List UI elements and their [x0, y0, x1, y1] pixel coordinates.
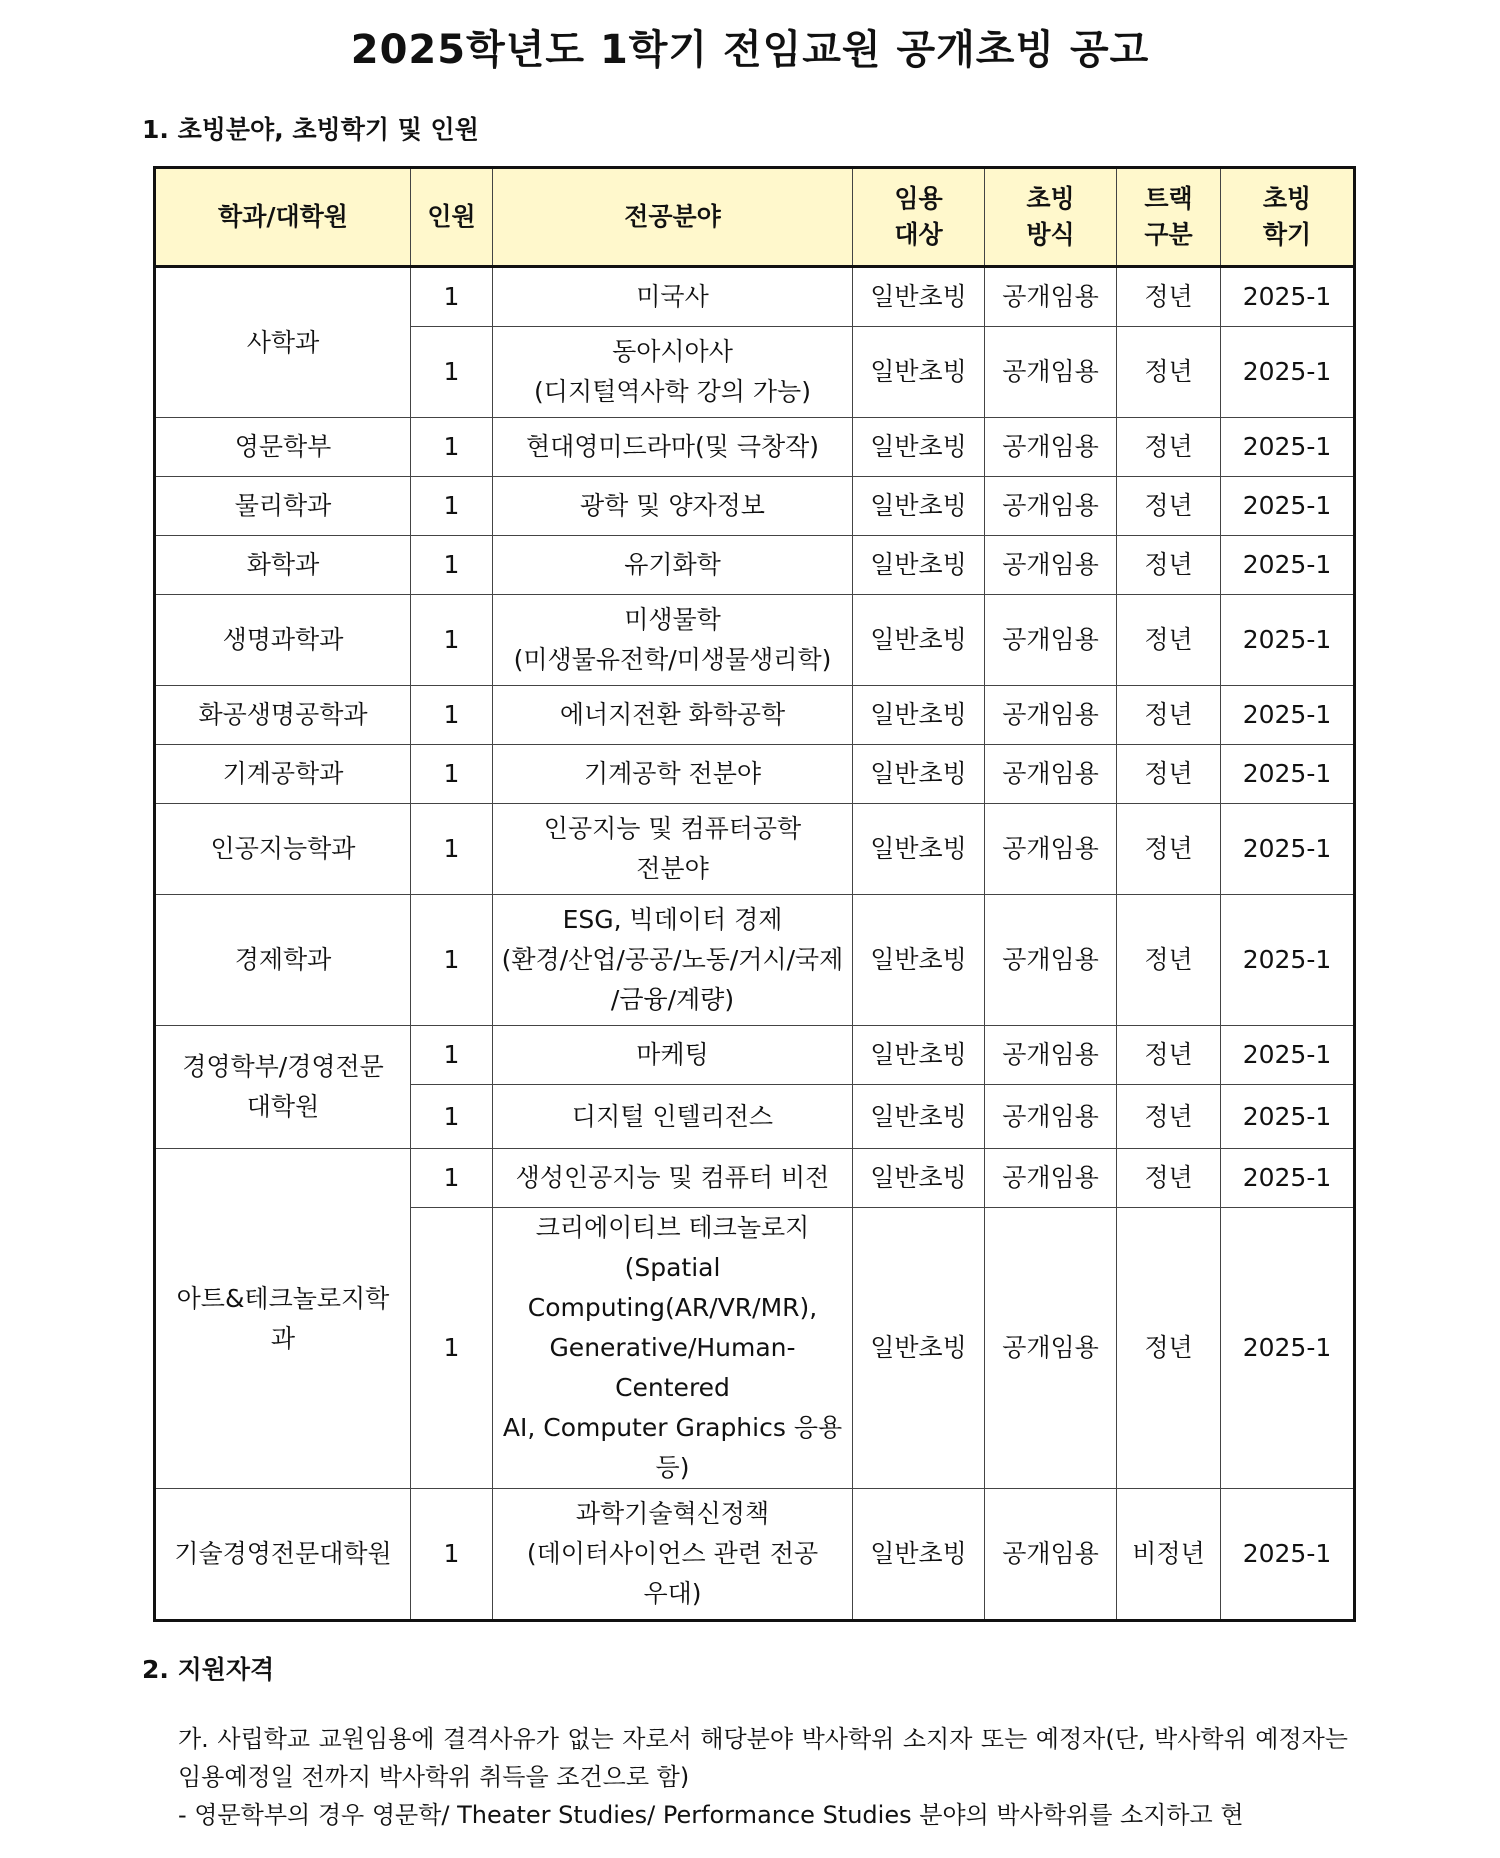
cell-count: 1 [411, 595, 493, 686]
qualification-subitem: - 영문학부의 경우 영문학/ Theater Studies/ Performance Studies 분야의 박사학위를 소지하고 현 [178, 1801, 1244, 1829]
cell-count: 1 [411, 418, 493, 477]
table-row [155, 686, 1355, 745]
cell-term: 2025-1 [1221, 745, 1355, 804]
cell-target: 일반초빙 [853, 1026, 985, 1085]
cell-track: 정년 [1117, 1085, 1221, 1149]
cell-department: 영문학부 [155, 418, 411, 477]
cell-track: 정년 [1117, 895, 1221, 1026]
header-target: 임용 대상 [853, 168, 985, 267]
cell-method: 공개임용 [985, 595, 1117, 686]
cell-department: 경제학과 [155, 895, 411, 1026]
cell-method: 공개임용 [985, 804, 1117, 895]
positions-table-container [153, 166, 1353, 1622]
table-row [155, 1149, 1355, 1208]
cell-field: 생성인공지능 및 컴퓨터 비전 [493, 1149, 853, 1208]
cell-field: 과학기술혁신정책 (데이터사이언스 관련 전공 우대) [493, 1489, 853, 1621]
table-row [155, 536, 1355, 595]
cell-count: 1 [411, 327, 493, 418]
cell-field: 인공지능 및 컴퓨터공학 전분야 [493, 804, 853, 895]
cell-method: 공개임용 [985, 1489, 1117, 1621]
cell-method: 공개임용 [985, 745, 1117, 804]
cell-department: 경영학부/경영전문 대학원 [155, 1026, 411, 1149]
cell-department: 아트&테크놀로지학 과 [155, 1149, 411, 1489]
cell-target: 일반초빙 [853, 804, 985, 895]
header-term: 초빙 학기 [1221, 168, 1355, 267]
table-row [155, 1489, 1355, 1621]
cell-term: 2025-1 [1221, 536, 1355, 595]
cell-target: 일반초빙 [853, 595, 985, 686]
cell-field: 기계공학 전분야 [493, 745, 853, 804]
cell-count: 1 [411, 477, 493, 536]
cell-target: 일반초빙 [853, 895, 985, 1026]
cell-field: 크리에이티브 테크놀로지(Spatial Computing(AR/VR/MR), Generative/Human-Centered AI, Computer Graphics 응용 등) [493, 1208, 853, 1489]
cell-department: 사학과 [155, 267, 411, 418]
cell-method: 공개임용 [985, 1085, 1117, 1149]
cell-method: 공개임용 [985, 327, 1117, 418]
cell-target: 일반초빙 [853, 477, 985, 536]
cell-method: 공개임용 [985, 1026, 1117, 1085]
cell-field: 에너지전환 화학공학 [493, 686, 853, 745]
cell-field: 광학 및 양자정보 [493, 477, 853, 536]
cell-department: 기술경영전문대학원 [155, 1489, 411, 1621]
cell-term: 2025-1 [1221, 1149, 1355, 1208]
cell-field: 유기화학 [493, 536, 853, 595]
cell-term: 2025-1 [1221, 477, 1355, 536]
cell-term: 2025-1 [1221, 595, 1355, 686]
cell-track: 비정년 [1117, 1489, 1221, 1621]
cell-track: 정년 [1117, 418, 1221, 477]
table-row [155, 1026, 1355, 1085]
cell-track: 정년 [1117, 1026, 1221, 1085]
cell-target: 일반초빙 [853, 686, 985, 745]
cell-track: 정년 [1117, 595, 1221, 686]
table-row [155, 595, 1355, 686]
section-heading-qualifications: 2. 지원자격 [142, 1655, 275, 1684]
cell-track: 정년 [1117, 686, 1221, 745]
cell-target: 일반초빙 [853, 1149, 985, 1208]
cell-track: 정년 [1117, 745, 1221, 804]
cell-count: 1 [411, 1026, 493, 1085]
table-row [155, 804, 1355, 895]
positions-table [153, 166, 1356, 1622]
cell-term: 2025-1 [1221, 267, 1355, 327]
cell-department: 인공지능학과 [155, 804, 411, 895]
cell-target: 일반초빙 [853, 1489, 985, 1621]
header-field: 전공분야 [493, 168, 853, 267]
table-row [155, 895, 1355, 1026]
cell-method: 공개임용 [985, 418, 1117, 477]
cell-track: 정년 [1117, 267, 1221, 327]
cell-method: 공개임용 [985, 686, 1117, 745]
cell-count: 1 [411, 536, 493, 595]
cell-count: 1 [411, 1489, 493, 1621]
cell-term: 2025-1 [1221, 1208, 1355, 1489]
cell-term: 2025-1 [1221, 895, 1355, 1026]
cell-department: 생명과학과 [155, 595, 411, 686]
header-method: 초빙 방식 [985, 168, 1117, 267]
cell-field: 미생물학 (미생물유전학/미생물생리학) [493, 595, 853, 686]
cell-count: 1 [411, 686, 493, 745]
header-track: 트랙 구분 [1117, 168, 1221, 267]
cell-field: 마케팅 [493, 1026, 853, 1085]
cell-target: 일반초빙 [853, 536, 985, 595]
cell-target: 일반초빙 [853, 745, 985, 804]
cell-count: 1 [411, 1085, 493, 1149]
cell-method: 공개임용 [985, 267, 1117, 327]
cell-count: 1 [411, 745, 493, 804]
cell-term: 2025-1 [1221, 1026, 1355, 1085]
cell-method: 공개임용 [985, 536, 1117, 595]
cell-target: 일반초빙 [853, 418, 985, 477]
cell-target: 일반초빙 [853, 1085, 985, 1149]
cell-count: 1 [411, 267, 493, 327]
table-row [155, 418, 1355, 477]
cell-count: 1 [411, 1208, 493, 1489]
cell-field: 디지털 인텔리전스 [493, 1085, 853, 1149]
cell-method: 공개임용 [985, 1208, 1117, 1489]
cell-department: 물리학과 [155, 477, 411, 536]
cell-method: 공개임용 [985, 1149, 1117, 1208]
header-count: 인원 [411, 168, 493, 267]
cell-term: 2025-1 [1221, 327, 1355, 418]
cell-target: 일반초빙 [853, 327, 985, 418]
cell-count: 1 [411, 804, 493, 895]
table-row [155, 477, 1355, 536]
cell-department: 화공생명공학과 [155, 686, 411, 745]
cell-field: 현대영미드라마(및 극창작) [493, 418, 853, 477]
cell-method: 공개임용 [985, 895, 1117, 1026]
cell-count: 1 [411, 895, 493, 1026]
table-header-row [155, 168, 1355, 267]
cell-field: ESG, 빅데이터 경제 (환경/산업/공공/노동/거시/국제 /금융/계량) [493, 895, 853, 1026]
table-row [155, 267, 1355, 327]
cell-target: 일반초빙 [853, 267, 985, 327]
cell-method: 공개임용 [985, 477, 1117, 536]
cell-track: 정년 [1117, 1149, 1221, 1208]
page-title: 2025학년도 1학기 전임교원 공개초빙 공고 [350, 27, 1150, 73]
section-heading-positions: 1. 초빙분야, 초빙학기 및 인원 [142, 115, 479, 144]
cell-track: 정년 [1117, 536, 1221, 595]
cell-term: 2025-1 [1221, 686, 1355, 745]
cell-track: 정년 [1117, 804, 1221, 895]
cell-target: 일반초빙 [853, 1208, 985, 1489]
cell-term: 2025-1 [1221, 1489, 1355, 1621]
table-row [155, 745, 1355, 804]
cell-term: 2025-1 [1221, 1085, 1355, 1149]
cell-count: 1 [411, 1149, 493, 1208]
cell-department: 화학과 [155, 536, 411, 595]
cell-track: 정년 [1117, 477, 1221, 536]
cell-field: 미국사 [493, 267, 853, 327]
qualification-paragraph: 가. 사립학교 교원임용에 결격사유가 없는 자로서 해당분야 박사학위 소지자 또는 예정자(단, 박사학위 예정자는 임용예정일 전까지 박사학위 취득을 조건으로 함) [178, 1725, 1348, 1791]
cell-term: 2025-1 [1221, 804, 1355, 895]
cell-track: 정년 [1117, 327, 1221, 418]
header-department: 학과/대학원 [155, 168, 411, 267]
cell-track: 정년 [1117, 1208, 1221, 1489]
cell-department: 기계공학과 [155, 745, 411, 804]
cell-field: 동아시아사 (디지털역사학 강의 가능) [493, 327, 853, 418]
cell-term: 2025-1 [1221, 418, 1355, 477]
